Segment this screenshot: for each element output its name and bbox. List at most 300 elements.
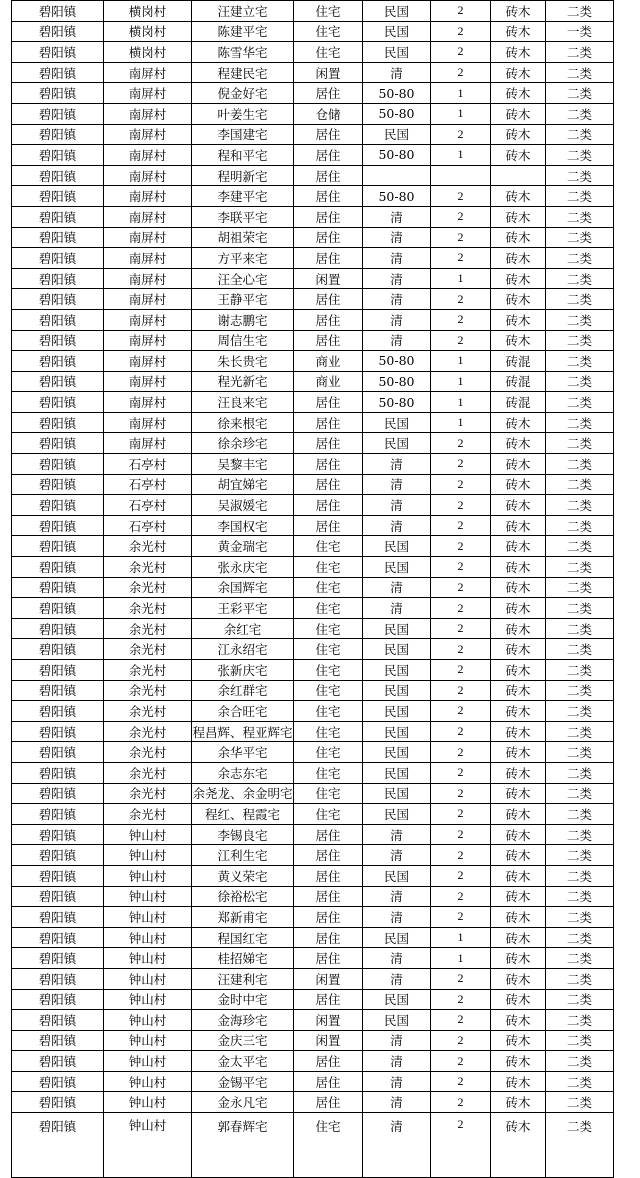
village-cell: 南屏村 (104, 124, 192, 145)
table-row (12, 1113, 614, 1178)
table-row (12, 268, 614, 289)
period-cell: 民国 (363, 680, 431, 701)
structure-cell: 砖木 (491, 783, 546, 804)
building-name-cell: 李国建宅 (192, 124, 294, 145)
structure-cell: 砖木 (491, 660, 546, 681)
floors-cell: 2 (431, 1092, 491, 1113)
building-name-cell: 黄义荣宅 (192, 865, 294, 886)
building-name-cell: 程国红宅 (192, 927, 294, 948)
village-cell: 南屏村 (104, 145, 192, 166)
town-cell: 碧阳镇 (12, 886, 104, 907)
period-cell: 清 (363, 886, 431, 907)
table-row (12, 927, 614, 948)
period-cell: 民国 (363, 701, 431, 722)
table-row (12, 865, 614, 886)
table-row (12, 433, 614, 454)
table-row (12, 1, 614, 22)
period-cell: 清 (363, 515, 431, 536)
town-cell: 碧阳镇 (12, 515, 104, 536)
period-cell: 清 (363, 309, 431, 330)
building-name-cell: 程和平宅 (192, 145, 294, 166)
floors-cell: 2 (431, 742, 491, 763)
village-cell: 余光村 (104, 804, 192, 825)
usage-cell: 住宅 (294, 557, 363, 578)
town-cell: 碧阳镇 (12, 598, 104, 619)
category-cell: 二类 (546, 1092, 614, 1113)
table-row (12, 577, 614, 598)
structure-cell: 砖木 (491, 824, 546, 845)
period-cell: 清 (363, 454, 431, 475)
village-cell: 余光村 (104, 701, 192, 722)
category-cell: 二类 (546, 783, 614, 804)
floors-cell: 1 (431, 268, 491, 289)
village-cell: 钟山村 (104, 1010, 192, 1031)
floors-cell: 2 (431, 474, 491, 495)
period-cell: 清 (363, 968, 431, 989)
structure-cell: 砖木 (491, 330, 546, 351)
usage-cell: 居住 (294, 186, 363, 207)
category-cell: 二类 (546, 680, 614, 701)
period-cell: 民国 (363, 927, 431, 948)
village-cell: 余光村 (104, 762, 192, 783)
structure-cell: 砖木 (491, 989, 546, 1010)
village-cell: 石亭村 (104, 474, 192, 495)
floors-cell: 2 (431, 907, 491, 928)
category-cell: 二类 (546, 577, 614, 598)
structure-cell: 砖木 (491, 206, 546, 227)
building-name-cell: 程昌辉、程亚辉宅 (192, 721, 294, 742)
building-name-cell: 余国辉宅 (192, 577, 294, 598)
category-cell: 二类 (546, 701, 614, 722)
usage-cell: 住宅 (294, 1113, 363, 1178)
table-row (12, 227, 614, 248)
floors-cell: 2 (431, 124, 491, 145)
town-cell: 碧阳镇 (12, 412, 104, 433)
period-cell: 民国 (363, 433, 431, 454)
village-cell: 钟山村 (104, 1092, 192, 1113)
town-cell: 碧阳镇 (12, 309, 104, 330)
period-cell: 民国 (363, 42, 431, 63)
structure-cell: 砖木 (491, 21, 546, 42)
usage-cell: 闲置 (294, 968, 363, 989)
floors-cell: 1 (431, 103, 491, 124)
category-cell: 二类 (546, 351, 614, 372)
village-cell: 南屏村 (104, 268, 192, 289)
usage-cell: 商业 (294, 351, 363, 372)
town-cell: 碧阳镇 (12, 206, 104, 227)
structure-cell: 砖木 (491, 454, 546, 475)
category-cell: 二类 (546, 392, 614, 413)
table-row (12, 824, 614, 845)
table-row (12, 1051, 614, 1072)
town-cell: 碧阳镇 (12, 495, 104, 516)
floors-cell: 1 (431, 351, 491, 372)
building-name-cell: 汪全心宅 (192, 268, 294, 289)
table-body (12, 1, 614, 1178)
usage-cell: 住宅 (294, 783, 363, 804)
village-cell: 钟山村 (104, 886, 192, 907)
period-cell: 清 (363, 1030, 431, 1051)
usage-cell: 居住 (294, 886, 363, 907)
town-cell: 碧阳镇 (12, 536, 104, 557)
usage-cell: 居住 (294, 206, 363, 227)
town-cell: 碧阳镇 (12, 618, 104, 639)
usage-cell: 居住 (294, 1051, 363, 1072)
category-cell: 二类 (546, 907, 614, 928)
town-cell: 碧阳镇 (12, 865, 104, 886)
period-cell: 50-80 (363, 392, 431, 413)
category-cell: 二类 (546, 1010, 614, 1031)
town-cell: 碧阳镇 (12, 804, 104, 825)
town-cell: 碧阳镇 (12, 660, 104, 681)
structure-cell: 砖木 (491, 309, 546, 330)
category-cell: 二类 (546, 598, 614, 619)
village-cell: 南屏村 (104, 103, 192, 124)
village-cell: 余光村 (104, 598, 192, 619)
table-row (12, 62, 614, 83)
village-cell: 钟山村 (104, 1051, 192, 1072)
table-row (12, 371, 614, 392)
building-name-cell: 金太平宅 (192, 1051, 294, 1072)
structure-cell: 砖混 (491, 371, 546, 392)
village-cell: 南屏村 (104, 248, 192, 269)
period-cell: 民国 (363, 536, 431, 557)
floors-cell: 2 (431, 289, 491, 310)
building-name-cell: 王静平宅 (192, 289, 294, 310)
village-cell: 余光村 (104, 536, 192, 557)
town-cell: 碧阳镇 (12, 248, 104, 269)
town-cell: 碧阳镇 (12, 124, 104, 145)
table-row (12, 248, 614, 269)
table-row (12, 454, 614, 475)
category-cell: 二类 (546, 124, 614, 145)
period-cell: 清 (363, 62, 431, 83)
structure-cell: 砖木 (491, 495, 546, 516)
building-name-cell: 余尧龙、余金明宅 (192, 783, 294, 804)
floors-cell: 2 (431, 701, 491, 722)
village-cell: 横岗村 (104, 21, 192, 42)
floors-cell: 2 (431, 495, 491, 516)
period-cell: 清 (363, 948, 431, 969)
structure-cell: 砖木 (491, 1030, 546, 1051)
town-cell: 碧阳镇 (12, 845, 104, 866)
town-cell: 碧阳镇 (12, 783, 104, 804)
table-row (12, 536, 614, 557)
period-cell: 50-80 (363, 103, 431, 124)
category-cell: 二类 (546, 454, 614, 475)
village-cell: 南屏村 (104, 165, 192, 186)
heritage-building-table (11, 0, 614, 1178)
category-cell: 二类 (546, 660, 614, 681)
usage-cell: 居住 (294, 227, 363, 248)
floors-cell: 2 (431, 206, 491, 227)
floors-cell: 1 (431, 145, 491, 166)
category-cell: 二类 (546, 948, 614, 969)
table-row (12, 412, 614, 433)
building-name-cell: 吴黎丰宅 (192, 454, 294, 475)
table-row (12, 804, 614, 825)
structure-cell: 砖木 (491, 886, 546, 907)
village-cell: 石亭村 (104, 515, 192, 536)
table-row (12, 783, 614, 804)
category-cell: 二类 (546, 824, 614, 845)
village-cell: 南屏村 (104, 351, 192, 372)
village-cell: 钟山村 (104, 824, 192, 845)
structure-cell: 砖木 (491, 227, 546, 248)
category-cell: 二类 (546, 433, 614, 454)
town-cell: 碧阳镇 (12, 371, 104, 392)
structure-cell: 砖混 (491, 351, 546, 372)
village-cell: 石亭村 (104, 454, 192, 475)
floors-cell: 2 (431, 762, 491, 783)
structure-cell: 砖木 (491, 124, 546, 145)
category-cell: 二类 (546, 165, 614, 186)
category-cell: 二类 (546, 845, 614, 866)
category-cell: 二类 (546, 145, 614, 166)
floors-cell: 2 (431, 227, 491, 248)
category-cell: 二类 (546, 227, 614, 248)
building-name-cell: 胡宜娣宅 (192, 474, 294, 495)
category-cell: 二类 (546, 639, 614, 660)
town-cell: 碧阳镇 (12, 742, 104, 763)
category-cell: 二类 (546, 1071, 614, 1092)
village-cell: 钟山村 (104, 907, 192, 928)
category-cell: 二类 (546, 968, 614, 989)
category-cell: 二类 (546, 206, 614, 227)
table-row (12, 1030, 614, 1051)
usage-cell: 居住 (294, 927, 363, 948)
building-name-cell: 江利生宅 (192, 845, 294, 866)
building-name-cell: 朱长贵宅 (192, 351, 294, 372)
village-cell: 钟山村 (104, 845, 192, 866)
structure-cell: 砖木 (491, 948, 546, 969)
floors-cell: 2 (431, 598, 491, 619)
building-name-cell: 王彩平宅 (192, 598, 294, 619)
category-cell: 二类 (546, 1030, 614, 1051)
building-name-cell: 李建平宅 (192, 186, 294, 207)
town-cell: 碧阳镇 (12, 268, 104, 289)
category-cell: 一类 (546, 21, 614, 42)
category-cell: 二类 (546, 618, 614, 639)
period-cell: 清 (363, 577, 431, 598)
building-name-cell: 金锡平宅 (192, 1071, 294, 1092)
table-row (12, 680, 614, 701)
period-cell (363, 165, 431, 186)
period-cell: 民国 (363, 1010, 431, 1031)
town-cell: 碧阳镇 (12, 927, 104, 948)
village-cell: 钟山村 (104, 989, 192, 1010)
period-cell: 清 (363, 268, 431, 289)
usage-cell: 住宅 (294, 762, 363, 783)
period-cell: 清 (363, 1113, 431, 1178)
structure-cell: 砖木 (491, 618, 546, 639)
table-row (12, 762, 614, 783)
table-row (12, 206, 614, 227)
table-row (12, 1092, 614, 1113)
town-cell: 碧阳镇 (12, 289, 104, 310)
town-cell: 碧阳镇 (12, 557, 104, 578)
building-name-cell: 徐裕松宅 (192, 886, 294, 907)
period-cell: 民国 (363, 865, 431, 886)
table-row (12, 907, 614, 928)
village-cell: 余光村 (104, 783, 192, 804)
town-cell: 碧阳镇 (12, 103, 104, 124)
usage-cell: 住宅 (294, 42, 363, 63)
village-cell: 钟山村 (104, 865, 192, 886)
floors-cell: 2 (431, 845, 491, 866)
town-cell: 碧阳镇 (12, 474, 104, 495)
period-cell: 清 (363, 1051, 431, 1072)
floors-cell: 2 (431, 62, 491, 83)
structure-cell: 砖木 (491, 762, 546, 783)
building-name-cell: 金时中宅 (192, 989, 294, 1010)
town-cell: 碧阳镇 (12, 701, 104, 722)
floors-cell: 2 (431, 639, 491, 660)
usage-cell: 仓储 (294, 103, 363, 124)
town-cell: 碧阳镇 (12, 21, 104, 42)
building-name-cell: 李锡良宅 (192, 824, 294, 845)
building-name-cell: 陈建平宅 (192, 21, 294, 42)
period-cell: 民国 (363, 557, 431, 578)
usage-cell: 住宅 (294, 618, 363, 639)
table-row (12, 309, 614, 330)
period-cell: 民国 (363, 804, 431, 825)
structure-cell: 砖木 (491, 598, 546, 619)
village-cell: 南屏村 (104, 83, 192, 104)
category-cell: 二类 (546, 83, 614, 104)
period-cell: 50-80 (363, 351, 431, 372)
usage-cell: 居住 (294, 454, 363, 475)
village-cell: 横岗村 (104, 1, 192, 22)
table-row (12, 103, 614, 124)
table-row (12, 598, 614, 619)
town-cell: 碧阳镇 (12, 165, 104, 186)
building-name-cell: 胡祖荣宅 (192, 227, 294, 248)
town-cell: 碧阳镇 (12, 392, 104, 413)
village-cell: 南屏村 (104, 330, 192, 351)
floors-cell: 2 (431, 433, 491, 454)
period-cell: 民国 (363, 1, 431, 22)
village-cell: 南屏村 (104, 206, 192, 227)
village-cell: 南屏村 (104, 62, 192, 83)
usage-cell: 闲置 (294, 1030, 363, 1051)
period-cell: 清 (363, 330, 431, 351)
town-cell: 碧阳镇 (12, 186, 104, 207)
usage-cell: 居住 (294, 124, 363, 145)
building-name-cell: 程建民宅 (192, 62, 294, 83)
structure-cell: 砖木 (491, 474, 546, 495)
category-cell: 二类 (546, 742, 614, 763)
usage-cell: 居住 (294, 392, 363, 413)
usage-cell: 住宅 (294, 680, 363, 701)
usage-cell: 居住 (294, 1071, 363, 1092)
table-row (12, 1071, 614, 1092)
floors-cell: 1 (431, 927, 491, 948)
table-row (12, 351, 614, 372)
table-row (12, 474, 614, 495)
table-row (12, 289, 614, 310)
usage-cell: 居住 (294, 248, 363, 269)
building-name-cell: 汪良来宅 (192, 392, 294, 413)
table-row (12, 557, 614, 578)
structure-cell: 砖木 (491, 680, 546, 701)
category-cell: 二类 (546, 495, 614, 516)
structure-cell: 砖木 (491, 1010, 546, 1031)
period-cell: 民国 (363, 124, 431, 145)
usage-cell: 住宅 (294, 536, 363, 557)
town-cell: 碧阳镇 (12, 227, 104, 248)
town-cell: 碧阳镇 (12, 639, 104, 660)
floors-cell: 2 (431, 824, 491, 845)
floors-cell: 1 (431, 412, 491, 433)
structure-cell: 砖木 (491, 1051, 546, 1072)
usage-cell: 居住 (294, 433, 363, 454)
period-cell: 民国 (363, 412, 431, 433)
table-row (12, 42, 614, 63)
building-name-cell: 徐来根宅 (192, 412, 294, 433)
table-row (12, 701, 614, 722)
period-cell: 民国 (363, 762, 431, 783)
period-cell: 50-80 (363, 145, 431, 166)
building-name-cell: 谢志鹏宅 (192, 309, 294, 330)
table-row (12, 145, 614, 166)
structure-cell (491, 165, 546, 186)
table-row (12, 330, 614, 351)
usage-cell: 住宅 (294, 701, 363, 722)
table-row (12, 968, 614, 989)
usage-cell: 居住 (294, 845, 363, 866)
period-cell: 民国 (363, 21, 431, 42)
structure-cell: 砖木 (491, 248, 546, 269)
floors-cell: 2 (431, 42, 491, 63)
category-cell: 二类 (546, 42, 614, 63)
town-cell: 碧阳镇 (12, 351, 104, 372)
village-cell: 余光村 (104, 721, 192, 742)
structure-cell: 砖木 (491, 742, 546, 763)
town-cell: 碧阳镇 (12, 454, 104, 475)
structure-cell: 砖木 (491, 865, 546, 886)
floors-cell: 2 (431, 968, 491, 989)
usage-cell: 商业 (294, 371, 363, 392)
table-row (12, 660, 614, 681)
floors-cell: 2 (431, 989, 491, 1010)
usage-cell: 住宅 (294, 1, 363, 22)
table-row (12, 495, 614, 516)
floors-cell: 2 (431, 1113, 491, 1178)
floors-cell: 2 (431, 454, 491, 475)
usage-cell: 居住 (294, 309, 363, 330)
building-name-cell: 金永凡宅 (192, 1092, 294, 1113)
building-name-cell: 金海珍宅 (192, 1010, 294, 1031)
table-row (12, 124, 614, 145)
usage-cell: 居住 (294, 1092, 363, 1113)
structure-cell: 砖木 (491, 968, 546, 989)
usage-cell: 居住 (294, 948, 363, 969)
structure-cell: 砖木 (491, 639, 546, 660)
category-cell: 二类 (546, 474, 614, 495)
floors-cell: 2 (431, 21, 491, 42)
category-cell: 二类 (546, 536, 614, 557)
floors-cell: 2 (431, 804, 491, 825)
period-cell: 50-80 (363, 371, 431, 392)
building-name-cell: 郑新甫宅 (192, 907, 294, 928)
structure-cell: 砖木 (491, 289, 546, 310)
floors-cell: 2 (431, 660, 491, 681)
table-row (12, 742, 614, 763)
town-cell: 碧阳镇 (12, 1092, 104, 1113)
village-cell: 南屏村 (104, 186, 192, 207)
town-cell: 碧阳镇 (12, 721, 104, 742)
